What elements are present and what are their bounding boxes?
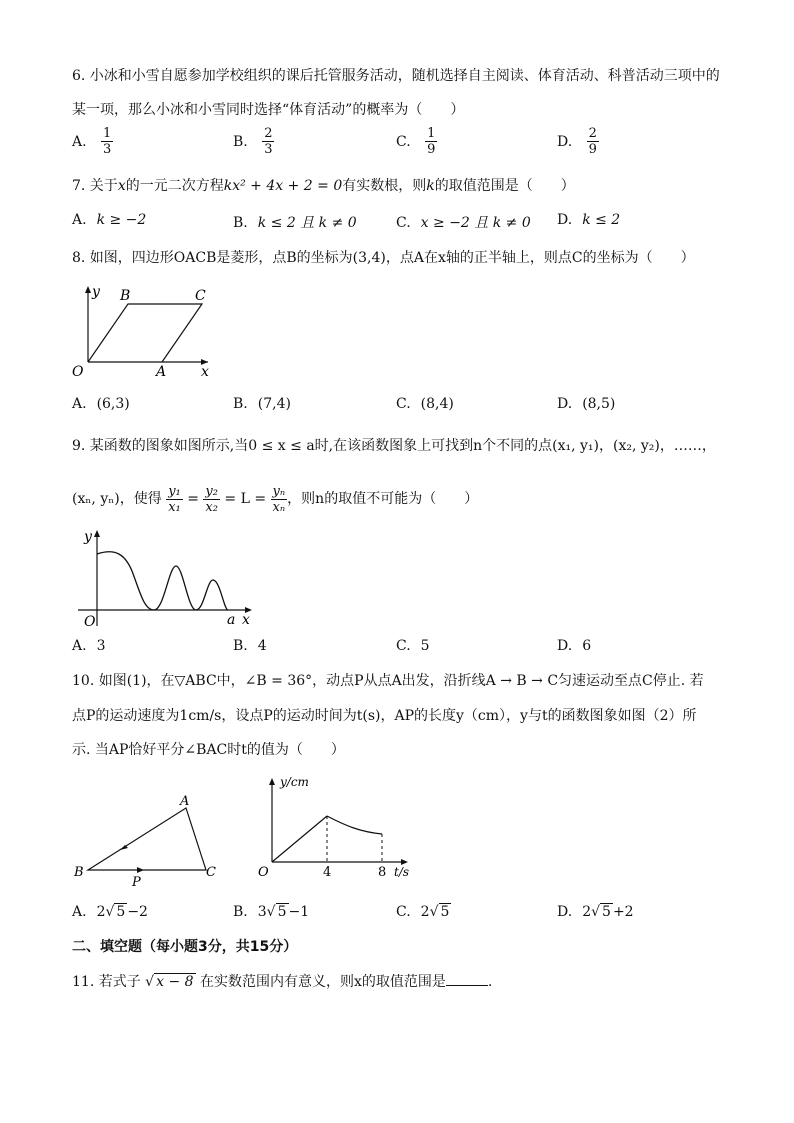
q8-stem: 8. 如图，四边形OACB是菱形，点B的坐标为(3,4)，点A在x轴的正半轴上，则点C的坐标为（ ） (72, 250, 695, 266)
q9-line2: (xₙ, yₙ)，使得 $\frac{\text{y₁}}{\text{x₁}}$ = $\frac{\text{y₂}}{\text{x₂}}$ = L = $\frac{\text{yₙ}}{\text{xₙ}}$ ，则n的取值不可能为（ ） (72, 483, 479, 515)
axis-y-label: y (84, 529, 92, 545)
radicand: x − 8 (156, 974, 194, 990)
option-label: D. (557, 133, 573, 150)
axis-y-label: y/cm (280, 775, 309, 789)
q10-option-d[interactable]: D. 2√ 5 +2 (557, 904, 634, 920)
option-label: C. (396, 133, 411, 150)
q9-option-a[interactable]: A. 3 (72, 638, 106, 654)
axis-x-label: x (242, 612, 250, 628)
fraction-2: $\frac{\text{y₂}}{\text{x₂}}$ (205, 483, 218, 515)
q8-option-d[interactable]: D. (8,5) (557, 396, 616, 412)
axis-x-label: t/s (394, 865, 410, 879)
q7-stem: 7. 关于x的一元二次方程kx² + 4x + 2 = 0有实数根，则k的取值范围是（ ） (72, 178, 575, 194)
q10-yt-graph (256, 770, 416, 886)
a-label: a (227, 612, 236, 628)
q9-line1: 9. 某函数的图象如图所示,当0 ≤ x ≤ a时,在该函数图象上可找到n个不同的点(x₁, y₁)，(x₂, y₂)，……， (72, 438, 716, 454)
q9-option-c[interactable]: C. 5 (396, 638, 430, 654)
q9-option-d[interactable]: D. 6 (557, 638, 592, 654)
point-c-label: C (195, 288, 206, 304)
point-c-label: C (206, 865, 216, 880)
q10-option-b[interactable]: B. 3√ 5 −1 (233, 904, 310, 920)
q6-option-d[interactable] (557, 126, 599, 157)
point-b-label: B (74, 865, 84, 880)
origin-label: O (258, 865, 269, 880)
axis-x-label: x (201, 364, 209, 380)
point-a-label: A (156, 364, 167, 380)
point-p-label: P (132, 875, 141, 888)
q7-option-a[interactable]: A. k ≥ −2 (72, 212, 147, 228)
axis-y-label: y (92, 284, 100, 300)
point-b-label: B (120, 288, 131, 304)
q8-option-b[interactable]: B. (7,4) (233, 396, 291, 412)
q8-option-c[interactable]: C. (8,4) (396, 396, 454, 412)
q9-function-graph (70, 526, 260, 630)
q7-option-c[interactable]: C. x ≥ −2 且 k ≠ 0 (396, 215, 531, 231)
q6-option-b[interactable] (233, 126, 274, 157)
fraction: $\frac{2}{9}$ (588, 126, 597, 157)
option-label: A. (72, 133, 87, 150)
fraction-n: $\frac{\text{yₙ}}{\text{xₙ}}$ (272, 483, 286, 515)
q6-line1: 6. 小冰和小雪自愿参加学校组织的课后托管服务活动，随机选择自主阅读、体育活动、科普活动三项中的 (72, 68, 720, 84)
q11-stem: 11. 若式子 √ x − 8 在实数范围内有意义，则x的取值范围是 . (72, 971, 492, 992)
tick-8-label: 8 (378, 865, 387, 880)
answer-blank[interactable] (446, 971, 488, 986)
fraction: $\frac{1}{3}$ (103, 126, 112, 157)
q7-option-b[interactable]: B. k ≤ 2 且 k ≠ 0 (233, 215, 357, 231)
origin-label: O (84, 614, 96, 630)
q10-line1: 10. 如图(1)，在▽ABC中，∠B = 36°，动点P从点A出发，沿折线A → B → C匀速运动至点C停止. 若 (72, 673, 704, 689)
option-label: B. (233, 133, 248, 150)
point-a-label: A (180, 794, 190, 809)
q10-line3: 示. 当AP恰好平分∠BAC时t的值为（ ） (72, 742, 345, 758)
q10-line2: 点P的运动速度为1cm/s，设点P的运动时间为t(s)，AP的长度y（cm），y与t的函数图象如图（2）所 (72, 708, 697, 724)
q6-option-c[interactable] (396, 126, 437, 157)
q9-option-b[interactable]: B. 4 (233, 638, 267, 654)
q7-option-d[interactable]: D. k ≤ 2 (557, 212, 621, 228)
q10-option-a[interactable]: A. 2√ 5 −2 (72, 904, 148, 920)
q6-line2: 某一项，那么小冰和小雪同时选择“体育活动”的概率为（ ） (72, 102, 465, 118)
q10-triangle-figure (68, 792, 228, 888)
q10-option-c[interactable]: C. 2√ 5 (396, 904, 450, 920)
fraction-1: $\frac{\text{y₁}}{\text{x₁}}$ (168, 483, 181, 515)
q8-option-a[interactable]: A. (6,3) (72, 396, 130, 412)
tick-4-label: 4 (323, 865, 332, 880)
fraction: $\frac{2}{3}$ (264, 126, 273, 157)
q6-option-a[interactable] (72, 126, 113, 157)
section-2-heading: 二、填空题（每小题3分，共15分） (72, 939, 298, 955)
q8-rhombus-figure (68, 282, 218, 382)
point-o-label: O (72, 364, 84, 380)
fraction: $\frac{1}{9}$ (427, 126, 436, 157)
